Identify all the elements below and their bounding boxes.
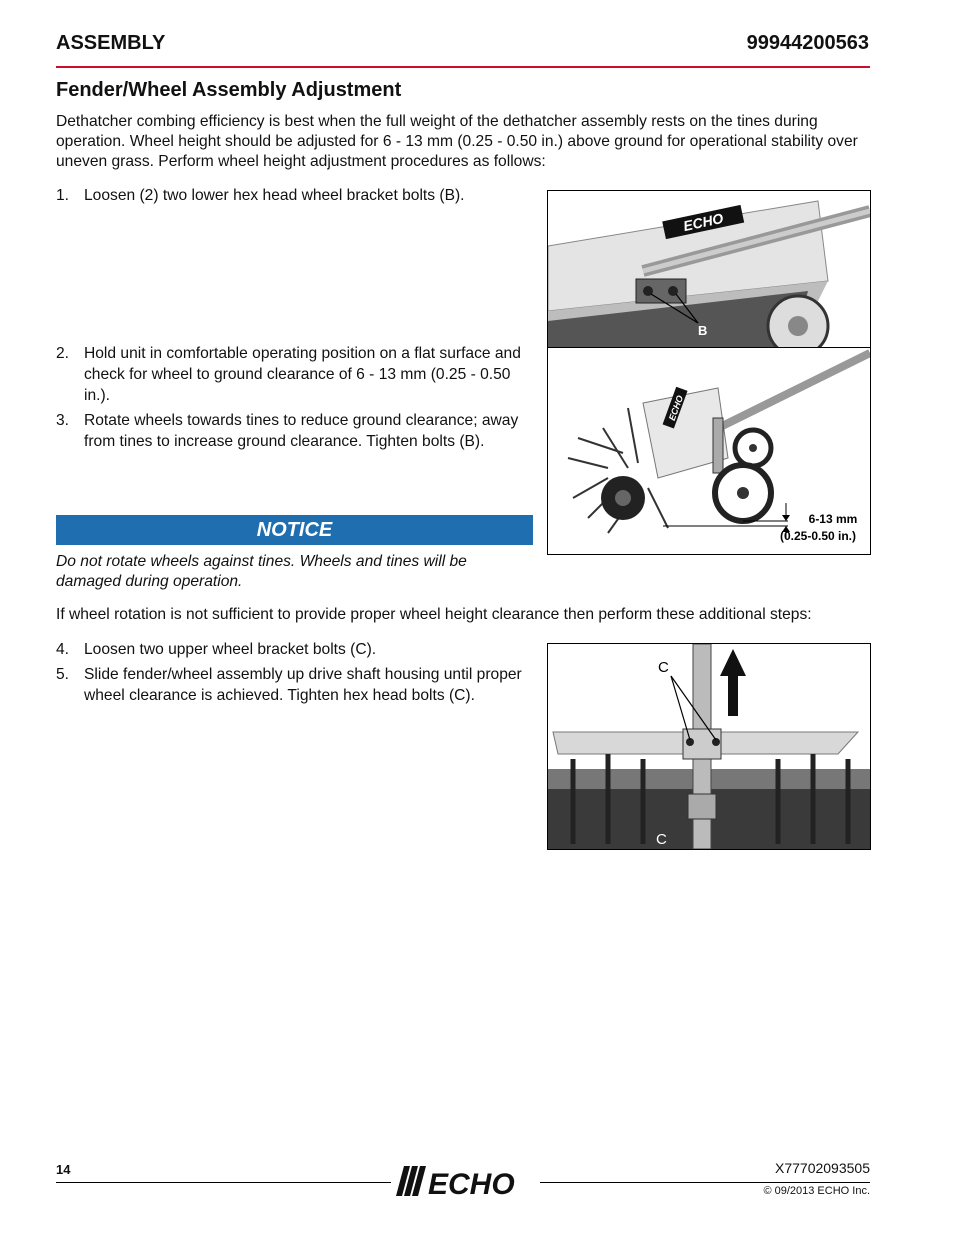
echo-logo xyxy=(394,1164,540,1205)
page-title: Fender/Wheel Assembly Adjustment xyxy=(56,79,402,101)
footer-rule xyxy=(56,1182,391,1183)
step-1 xyxy=(56,185,536,206)
step-number: 2. xyxy=(56,345,70,362)
step-5 xyxy=(56,664,536,706)
dimension-in: (0.25-0.50 in.) xyxy=(779,529,857,543)
notice-text: Do not rotate wheels against tines. Wheels and tines will be damaged during operation. xyxy=(56,553,467,590)
step-text: Rotate wheels towards tines to reduce ground clearance; away from tines to increase ground clearance. Tighten bolts (B). xyxy=(84,412,519,450)
additional-steps-intro: If wheel rotation is not sufficient to provide proper wheel height clearance then perform these additional steps: xyxy=(56,606,812,623)
logo-text: ECHO xyxy=(428,1168,515,1200)
copyright: © 09/2013 ECHO Inc. xyxy=(763,1185,870,1197)
header-rule xyxy=(56,66,870,68)
document-number: X77702093505 xyxy=(775,1160,870,1176)
figure-logo-text: ECHO xyxy=(681,209,725,235)
step-number: 1. xyxy=(56,187,70,204)
callout-b: B xyxy=(698,323,708,338)
figure-lower-bolts xyxy=(547,190,871,349)
dimension-mm: 6-13 mm xyxy=(808,512,858,526)
header-part-number: 99944200563 xyxy=(746,32,869,54)
step-number: 3. xyxy=(56,412,70,429)
figure-logo-text: ECHO xyxy=(666,394,686,422)
figure-upper-bolts xyxy=(547,643,871,850)
header-section: ASSEMBLY xyxy=(56,32,166,54)
callout-c-top: C xyxy=(658,659,669,676)
step-4 xyxy=(56,639,536,660)
figure-wheel-clearance xyxy=(547,347,871,555)
step-text: Loosen two upper wheel bracket bolts (C). xyxy=(84,641,377,658)
notice-banner: NOTICE xyxy=(56,515,533,545)
step-number: 5. xyxy=(56,666,70,683)
step-2 xyxy=(56,343,536,406)
step-text: Loosen (2) two lower hex head wheel bracket bolts (B). xyxy=(84,187,465,204)
callout-c-bottom: C xyxy=(656,831,667,848)
footer-rule xyxy=(540,1182,870,1183)
step-text: Slide fender/wheel assembly up drive shaft housing until proper wheel clearance is achieved. Tighten hex head bolts (C). xyxy=(84,666,522,704)
intro-paragraph: Dethatcher combing efficiency is best when the full weight of the dethatcher assembly rests on the tines during operation. Wheel height should be adjusted for 6 - 13 mm (0.25 - 0.50 in.) above ground for operational stability over uneven grass. Perform wheel height adjustment procedures as follows: xyxy=(56,113,858,170)
step-number: 4. xyxy=(56,641,70,658)
page-number: 14 xyxy=(56,1162,71,1177)
step-3 xyxy=(56,410,536,452)
step-text: Hold unit in comfortable operating position on a flat surface and check for wheel to ground clearance of 6 - 13 mm (0.25 - 0.50 in.). xyxy=(84,345,521,404)
